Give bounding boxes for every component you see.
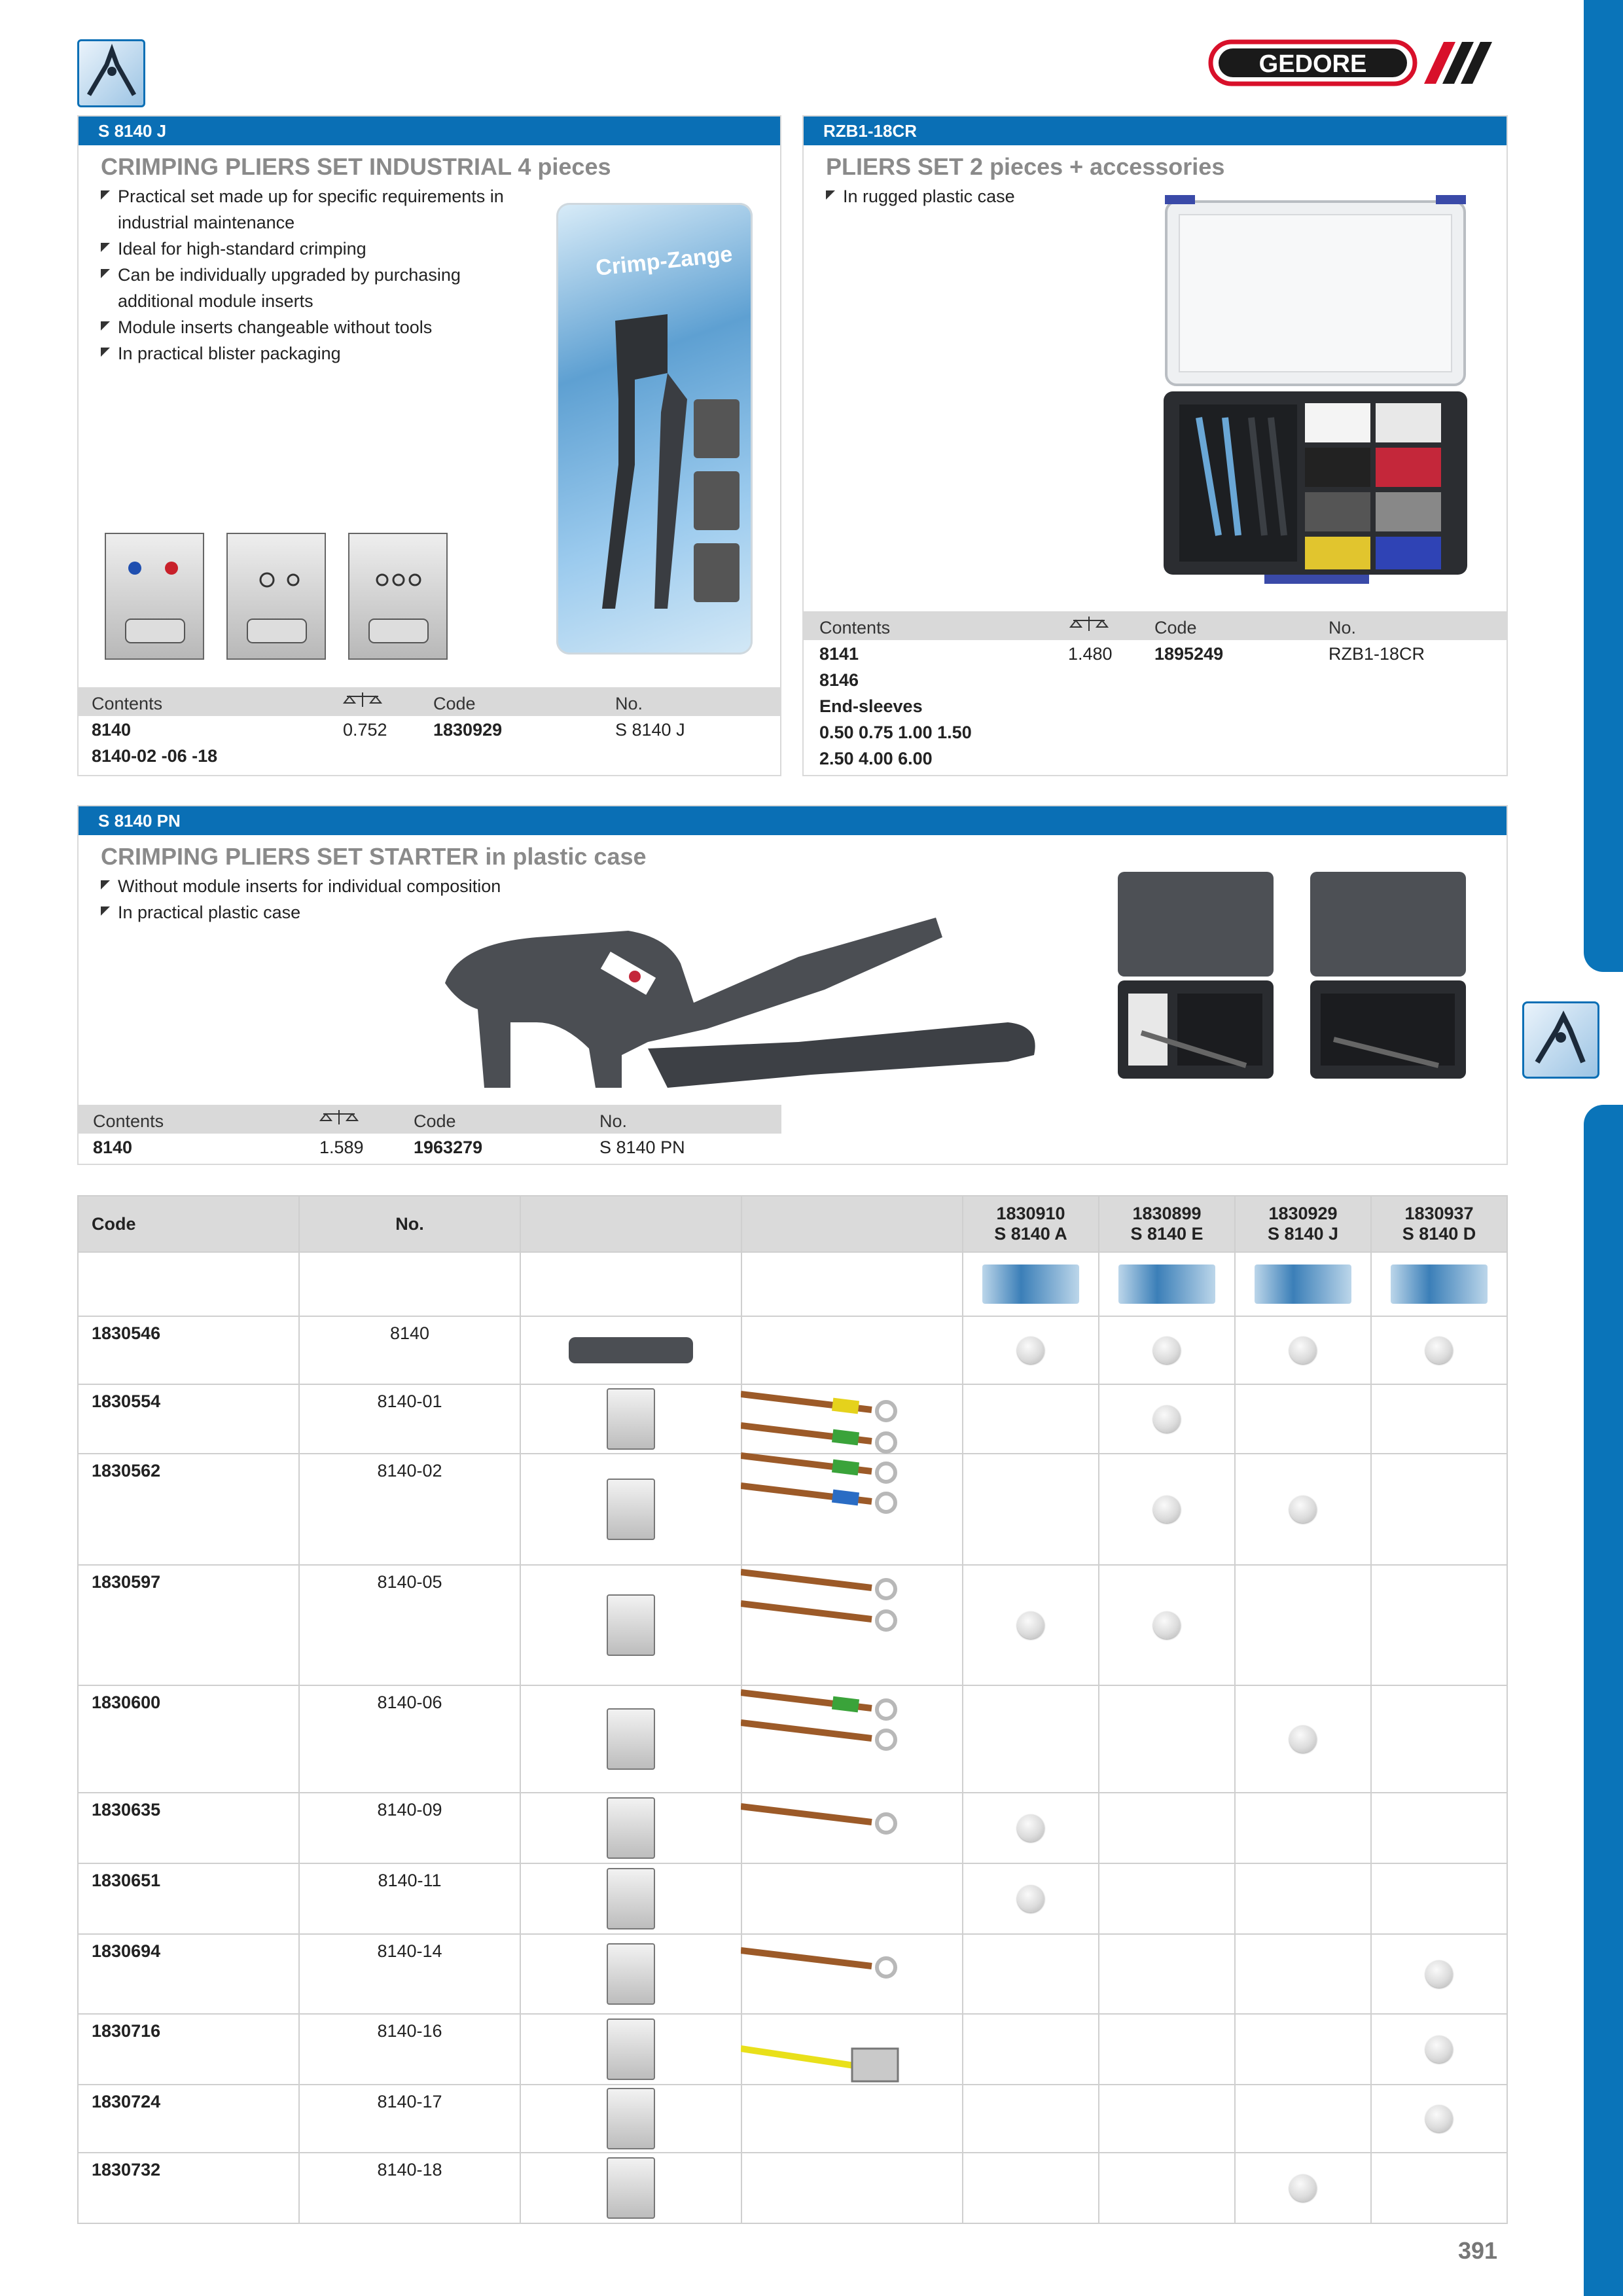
included-marker (1289, 1725, 1317, 1753)
page-number: 391 (1458, 2237, 1498, 2264)
included-marker (1153, 1496, 1181, 1523)
header-set (1235, 1196, 1371, 1252)
contents-line: End-sleeves (819, 696, 923, 716)
col-no: No. (1329, 618, 1357, 637)
product-title: CRIMPING PLIERS SET STARTER in plastic case (101, 843, 647, 870)
feature-item: In practical plastic case (101, 899, 559, 925)
included-marker (1153, 1611, 1181, 1639)
included-marker (1425, 2036, 1453, 2063)
col-contents: Contents (92, 694, 163, 713)
weight-icon (319, 1109, 359, 1132)
product-title: CRIMPING PLIERS SET INDUSTRIAL 4 pieces (101, 153, 611, 180)
row-no: 8140-11 (299, 1863, 520, 1934)
feature-item: In rugged plastic case (826, 183, 1153, 209)
included-marker (1153, 1405, 1181, 1433)
included-marker (1289, 2174, 1317, 2202)
row-code: 1830597 (78, 1565, 299, 1685)
set-code: 1830929 (1268, 1204, 1338, 1223)
module-insert-drawing (105, 533, 204, 660)
contents-line: 8140 (92, 720, 132, 740)
feature-item: Can be individually upgraded by purchasing additional module inserts (101, 262, 507, 314)
header-set (1371, 1196, 1507, 1252)
section-bar: S 8140 PN (79, 806, 1507, 835)
row-no: 8140-14 (299, 1934, 520, 2014)
module-insert-thumbnail (607, 1594, 655, 1656)
contents-line: 8140 (93, 1138, 133, 1157)
row-no: 8140-18 (299, 2153, 520, 2223)
weight-value: 1.589 (319, 1138, 364, 1157)
cable-illustrations (741, 1374, 962, 2225)
header-set (963, 1196, 1099, 1252)
included-marker (1017, 1814, 1044, 1842)
set-package-thumbnail (1255, 1265, 1351, 1304)
thumbnail-row (78, 1252, 1507, 1316)
module-insert-thumbnail (607, 2088, 655, 2149)
module-insert-thumbnail (607, 1388, 655, 1450)
included-marker (1017, 1611, 1044, 1639)
product-title: PLIERS SET 2 pieces + accessories (826, 153, 1225, 180)
col-code: Code (414, 1111, 456, 1131)
contents-line: 8146 (819, 670, 859, 690)
set-no: S 8140 J (1267, 1224, 1339, 1244)
weight-icon (343, 691, 382, 714)
pliers-category-icon (77, 39, 145, 107)
set-code: 1830937 (1404, 1204, 1474, 1223)
header-code: Code (78, 1196, 299, 1252)
included-marker (1425, 1960, 1453, 1988)
module-insert-thumbnail (607, 2157, 655, 2219)
product-panel-s8140pn (77, 805, 1508, 1165)
included-marker (1289, 1496, 1317, 1523)
row-code: 1830732 (78, 2153, 299, 2223)
svg-text:GEDORE: GEDORE (1258, 50, 1367, 78)
crimping-pliers-image (432, 891, 1054, 1121)
row-no: 8140-05 (299, 1565, 520, 1685)
row-code: 1830562 (78, 1454, 299, 1565)
header-empty (520, 1196, 741, 1252)
row-no: 8140-02 (299, 1454, 520, 1565)
module-insert-drawing (226, 533, 326, 660)
header-set (1099, 1196, 1235, 1252)
module-insert-thumbnail (607, 1708, 655, 1770)
row-code: 1830651 (78, 1863, 299, 1934)
row-code: 1830724 (78, 2085, 299, 2153)
contents-line: 2.50 4.00 6.00 (819, 749, 933, 768)
row-code: 1830716 (78, 2014, 299, 2085)
row-code: 1830694 (78, 1934, 299, 2014)
row-no: 8140-01 (299, 1384, 520, 1454)
included-marker (1425, 2105, 1453, 2132)
section-bar: S 8140 J (79, 117, 780, 145)
set-code: 1830910 (996, 1204, 1065, 1223)
product-panel-rzb1-18cr (802, 115, 1508, 776)
set-no: S 8140 E (1130, 1224, 1204, 1244)
contents-line: 8141 (819, 644, 859, 664)
included-marker (1289, 1336, 1317, 1364)
included-marker (1017, 1885, 1044, 1912)
no-value: S 8140 J (615, 720, 685, 740)
col-code: Code (1154, 618, 1197, 637)
package-label: Crimp-Zange (594, 242, 734, 281)
set-package-thumbnail (1118, 1265, 1215, 1304)
code-value: 1963279 (414, 1138, 483, 1157)
plastic-case-image (1160, 195, 1471, 588)
code-value: 1895249 (1154, 644, 1224, 664)
module-insert-thumbnail (607, 1943, 655, 2005)
code-value: 1830929 (433, 720, 503, 740)
feature-list (101, 183, 507, 367)
header-empty (741, 1196, 963, 1252)
blister-package-image (556, 203, 753, 655)
included-marker (1153, 1336, 1181, 1364)
row-no: 8140-17 (299, 2085, 520, 2153)
set-no: S 8140 D (1402, 1224, 1476, 1244)
feature-item: Without module inserts for individual composition (101, 873, 559, 899)
header-no: No. (299, 1196, 520, 1252)
weight-value: 0.752 (343, 720, 387, 740)
module-insert-thumbnail (607, 1868, 655, 1929)
included-marker (1017, 1336, 1044, 1364)
module-insert-thumbnail (607, 1797, 655, 1859)
col-no: No. (615, 694, 643, 713)
weight-value: 1.480 (1068, 644, 1113, 664)
module-insert-thumbnail (607, 1479, 655, 1540)
set-package-thumbnail (1391, 1265, 1488, 1304)
col-contents: Contents (819, 618, 891, 637)
side-tab-top (1584, 0, 1623, 972)
set-package-thumbnail (982, 1265, 1079, 1304)
row-code: 1830546 (78, 1316, 299, 1384)
feature-item: Module inserts changeable without tools (101, 314, 507, 340)
section-bar: RZB1-18CR (804, 117, 1507, 145)
row-code: 1830635 (78, 1793, 299, 1863)
side-tab-bottom (1584, 1105, 1623, 2296)
set-no: S 8140 A (994, 1224, 1067, 1244)
starter-case-image (1115, 869, 1276, 1079)
feature-item: Practical set made up for specific requirements in industrial maintenance (101, 183, 507, 236)
weight-icon (1069, 615, 1109, 638)
set-code: 1830899 (1132, 1204, 1202, 1223)
starter-case-image (1308, 869, 1469, 1079)
row-code: 1830600 (78, 1685, 299, 1793)
col-no: No. (599, 1111, 628, 1131)
row-code: 1830554 (78, 1384, 299, 1454)
contents-line: 8140-02 -06 -18 (92, 746, 218, 766)
row-no: 8140-06 (299, 1685, 520, 1793)
table-header-row (78, 1196, 1507, 1252)
included-marker (1425, 1336, 1453, 1364)
pliers-category-icon-side (1522, 1001, 1599, 1079)
feature-item: Ideal for high-standard crimping (101, 236, 507, 262)
product-panel-s8140j (77, 115, 781, 776)
no-value: RZB1-18CR (1329, 644, 1425, 664)
col-contents: Contents (93, 1111, 164, 1131)
feature-item: In practical blister packaging (101, 340, 507, 367)
row-no: 8140-09 (299, 1793, 520, 1863)
info-table-header (804, 611, 1507, 640)
no-value: S 8140 PN (599, 1138, 685, 1157)
pliers-thumbnail (569, 1337, 693, 1363)
info-table-header (79, 687, 780, 716)
row-no: 8140-16 (299, 2014, 520, 2085)
contents-line: 0.50 0.75 1.00 1.50 (819, 723, 972, 742)
feature-list (826, 183, 1153, 209)
gedore-logo (1208, 39, 1503, 86)
module-insert-drawing (348, 533, 448, 660)
info-table-header (79, 1105, 781, 1134)
row-no: 8140 (299, 1316, 520, 1384)
module-insert-thumbnail (607, 2018, 655, 2080)
col-code: Code (433, 694, 476, 713)
